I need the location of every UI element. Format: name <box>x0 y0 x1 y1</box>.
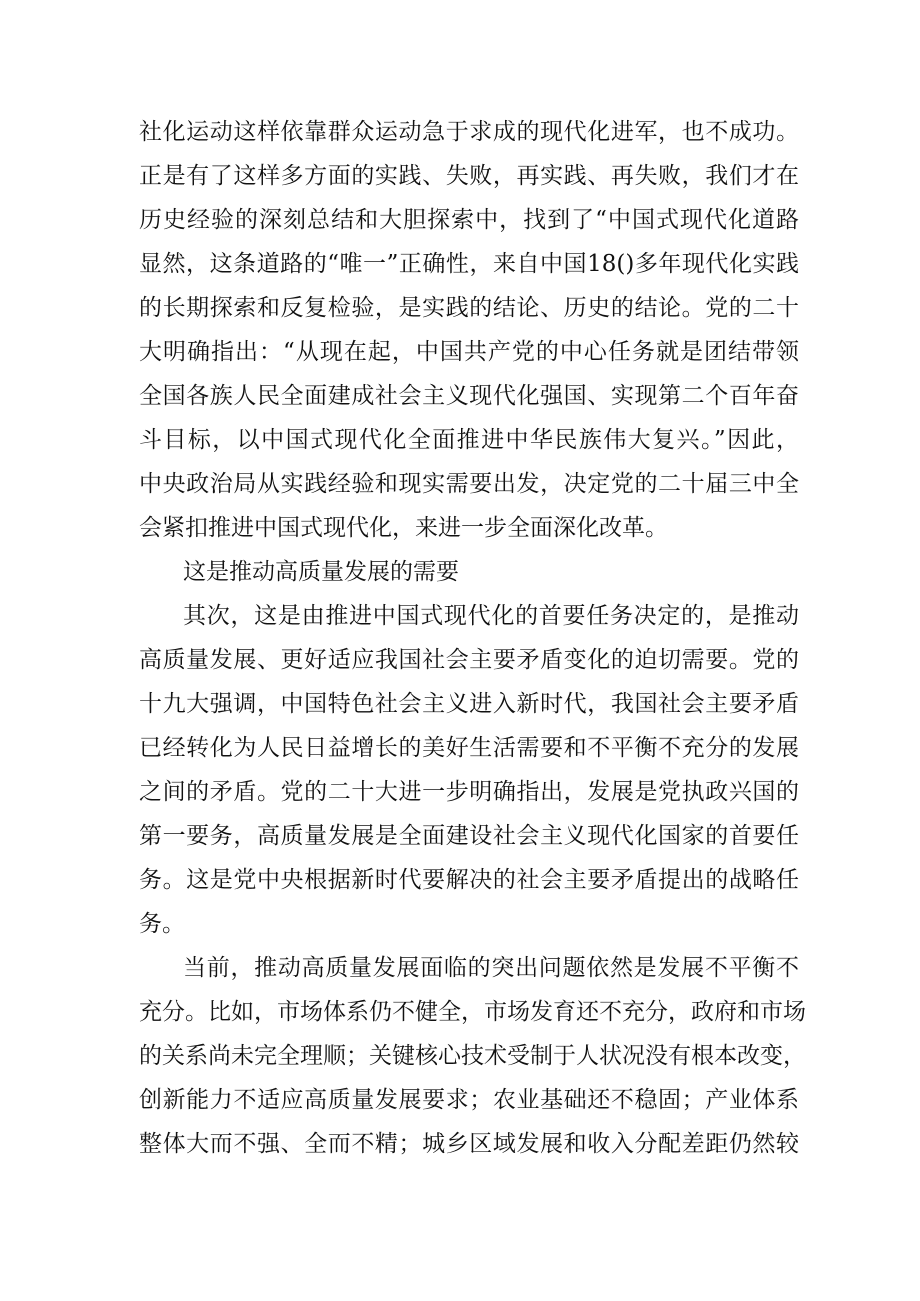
section-heading: 这是推动高质量发展的需要 <box>183 559 459 585</box>
text-line: 高质量发展、更好适应我国社会主要矛盾变化的迫切需要。党的 <box>139 647 799 673</box>
text-line: 会紧扣推进中国式现代化，来进一步全面深化改革。 <box>139 515 668 541</box>
text-line: 整体大而不强、全而不精；城乡区域发展和收入分配差距仍然较 <box>139 1131 799 1157</box>
text-line: 务。这是党中央根据新时代要解决的社会主要矛盾提出的战略任 <box>139 867 799 893</box>
text-line: 的关系尚未完全理顺；关键核心技术受制于人状况没有根本改变， <box>139 1043 806 1069</box>
text-line: 已经转化为人民日益增长的美好生活需要和不平衡不充分的发展 <box>139 735 799 761</box>
text-line: 大明确指出：“从现在起，中国共产党的中心任务就是团结带领 <box>139 339 799 365</box>
text-line: 的长期探索和反复检验，是实践的结论、历史的结论。党的二十 <box>139 295 799 321</box>
text-line: 显然，这条道路的“唯一”正确性，来自中国18()多年现代化实践 <box>139 251 799 277</box>
text-line: 十九大强调，中国特色社会主义进入新时代，我国社会主要矛盾 <box>139 691 799 717</box>
text-line: 第一要务，高质量发展是全面建设社会主义现代化国家的首要任 <box>139 823 799 849</box>
text-line: 务。 <box>139 911 185 937</box>
text-line: 社化运动这样依靠群众运动急于求成的现代化进军，也不成功。 <box>139 119 799 145</box>
text-line: 中央政治局从实践经验和现实需要出发，决定党的二十届三中全 <box>139 471 799 497</box>
paragraph-first-line: 其次，这是由推进中国式现代化的首要任务决定的，是推动 <box>183 603 799 629</box>
text-line: 充分。比如，市场体系仍不健全，市场发育还不充分，政府和市场 <box>139 999 806 1025</box>
text-line: 创新能力不适应高质量发展要求；农业基础还不稳固；产业体系 <box>139 1087 799 1113</box>
text-line: 全国各族人民全面建成社会主义现代化强国、实现第二个百年奋 <box>139 383 799 409</box>
text-line: 正是有了这样多方面的实践、失败，再实践、再失败，我们才在 <box>139 163 799 189</box>
text-line: 历史经验的深刻总结和大胆探索中，找到了“中国式现代化道路 <box>139 207 799 233</box>
paragraph-first-line: 当前，推动高质量发展面临的突出问题依然是发展不平衡不 <box>183 955 799 981</box>
text-line: 之间的矛盾。党的二十大进一步明确指出，发展是党执政兴国的 <box>139 779 799 805</box>
text-line: 斗目标，以中国式现代化全面推进中华民族伟大复兴。”因此， <box>139 427 799 453</box>
